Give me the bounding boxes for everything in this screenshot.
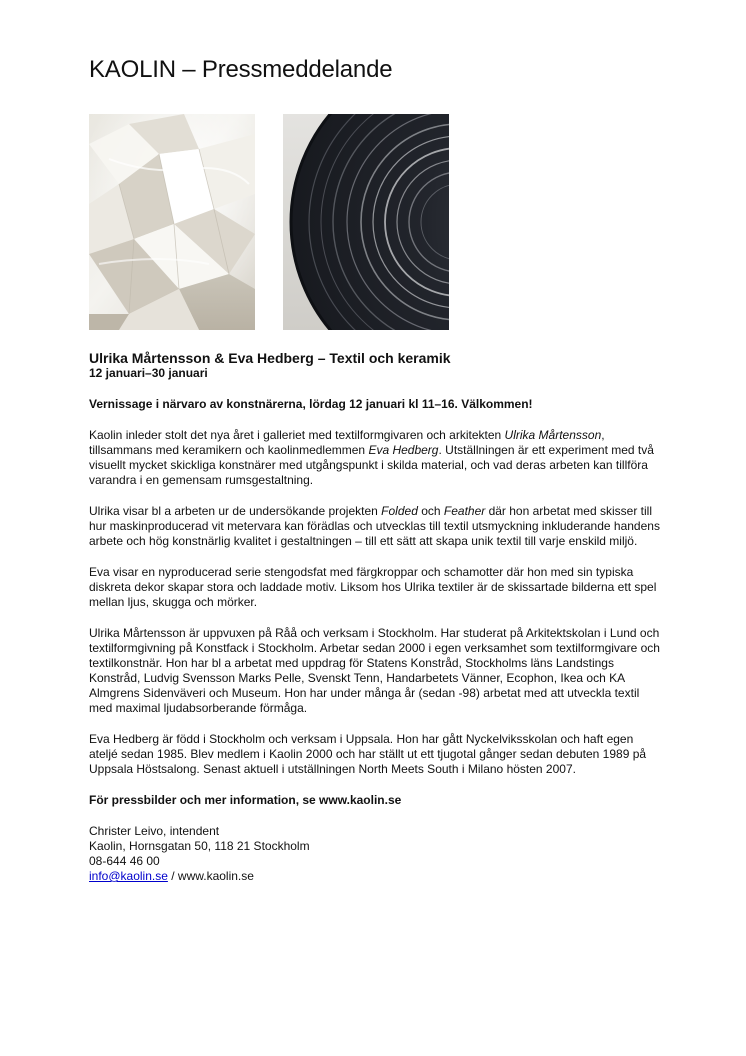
contact-phone: 08-644 46 00 (89, 854, 160, 868)
intro-text-b: , tillsammans med keramikern och kaolinmedlemmen (89, 428, 605, 457)
folded-textile-photo (89, 114, 255, 330)
ceramic-plate-photo (283, 114, 449, 330)
contact-address: Kaolin, Hornsgatan 50, 118 21 Stockholm (89, 839, 310, 853)
link-separator: / (167, 869, 178, 883)
contact-name: Christer Leivo, intendent (89, 824, 220, 838)
project-feather: Feather (443, 504, 486, 518)
exhibition-dates: 12 januari–30 januari (89, 366, 208, 380)
intro-text-a: Kaolin inleder stolt det nya året i galleriet med textilformgivaren och arkitekten (89, 428, 505, 442)
press-release-body (89, 350, 664, 884)
website-text: www.kaolin.se (177, 869, 254, 883)
image-row (89, 114, 669, 330)
ulrika-text-a: Ulrika visar bl a arbeten ur de undersökande projekten (89, 504, 382, 518)
ulrika-text-c: där hon arbetat med skisser till hur maskinproducerad vit metervara kan förädlas och utvecklas till textil utsmyckning inkluderande handens arbete och hög konstnärlig kvalitet i gestaltningen – till ett sätt att skapa unik textil till varje enskild miljö. (89, 504, 660, 548)
intro-paragraph (89, 428, 664, 488)
ulrika-text-b: och (417, 504, 444, 518)
contact-links (89, 869, 664, 884)
eva-bio-paragraph: Eva Hedberg är född i Stockholm och verksam i Uppsala. Hon har gått Nyckelviksskolan och haft egen ateljé sedan 1985. Blev medlem i Kaolin 2000 och har ställt ut ett tjugotal gånger sedan debuten 1989 på Uppsala Höstsalong. Senast aktuell i utställningen North Meets South i Milano hösten 2007. (89, 732, 647, 776)
exhibition-heading: Ulrika Mårtensson & Eva Hedberg – Textil och keramik (89, 350, 451, 366)
ulrika-bio-paragraph: Ulrika Mårtensson är uppvuxen på Råå och verksam i Stockholm. Har studerat på Arkitektskolan i Lund och textilformgivning på Konstfack i Stockholm. Arbetar sedan 2000 i egen verksamhet som textilformgivare och textilkonstnär. Hon har bl a arbetat med uppdrag för Statens Konstråd, Stockholms läns Landstings Konstråd, Ludvig Svensson Marks Pelle, Svenskt Tenn, Handarbetets Vänner, Ecophon, Ikea och KA Almgrens Sidenväveri och Museum. Hon har under många år (sedan -98) arbetat med att utveckla textil med maximal ljudabsorberande förmåga. (89, 626, 660, 715)
ulrika-works-paragraph (89, 504, 664, 549)
contact-block (89, 824, 664, 884)
email-link[interactable]: info@kaolin.se (89, 869, 168, 883)
eva-works-paragraph: Eva visar en nyproducerad serie stengodsfat med färgkroppar och schamotter där hon med sin typiska diskreta dekor skapar stora och laddade motiv. Liksom hos Ulrika textiler är de skissartade bilderna ett spel mellan ljus, skugga och mörker. (89, 565, 657, 609)
page-title: KAOLIN – Pressmeddelande (89, 56, 393, 83)
artist-name-ulrika: Ulrika Mårtensson (504, 428, 602, 442)
vernissage-announcement: Vernissage i närvaro av konstnärerna, lördag 12 januari kl 11–16. Välkommen! (89, 397, 533, 411)
intro-text-c: . Utställningen är ett experiment med två visuellt mycket skickliga konstnärer med utgångspunkt i skilda material, och vad deras arbeten kan tillföra varandra i en gemensam rumsgestaltning. (89, 443, 654, 487)
artist-name-eva: Eva Hedberg (368, 443, 439, 457)
press-info: För pressbilder och mer information, se www.kaolin.se (89, 793, 402, 807)
project-folded: Folded (381, 504, 418, 518)
